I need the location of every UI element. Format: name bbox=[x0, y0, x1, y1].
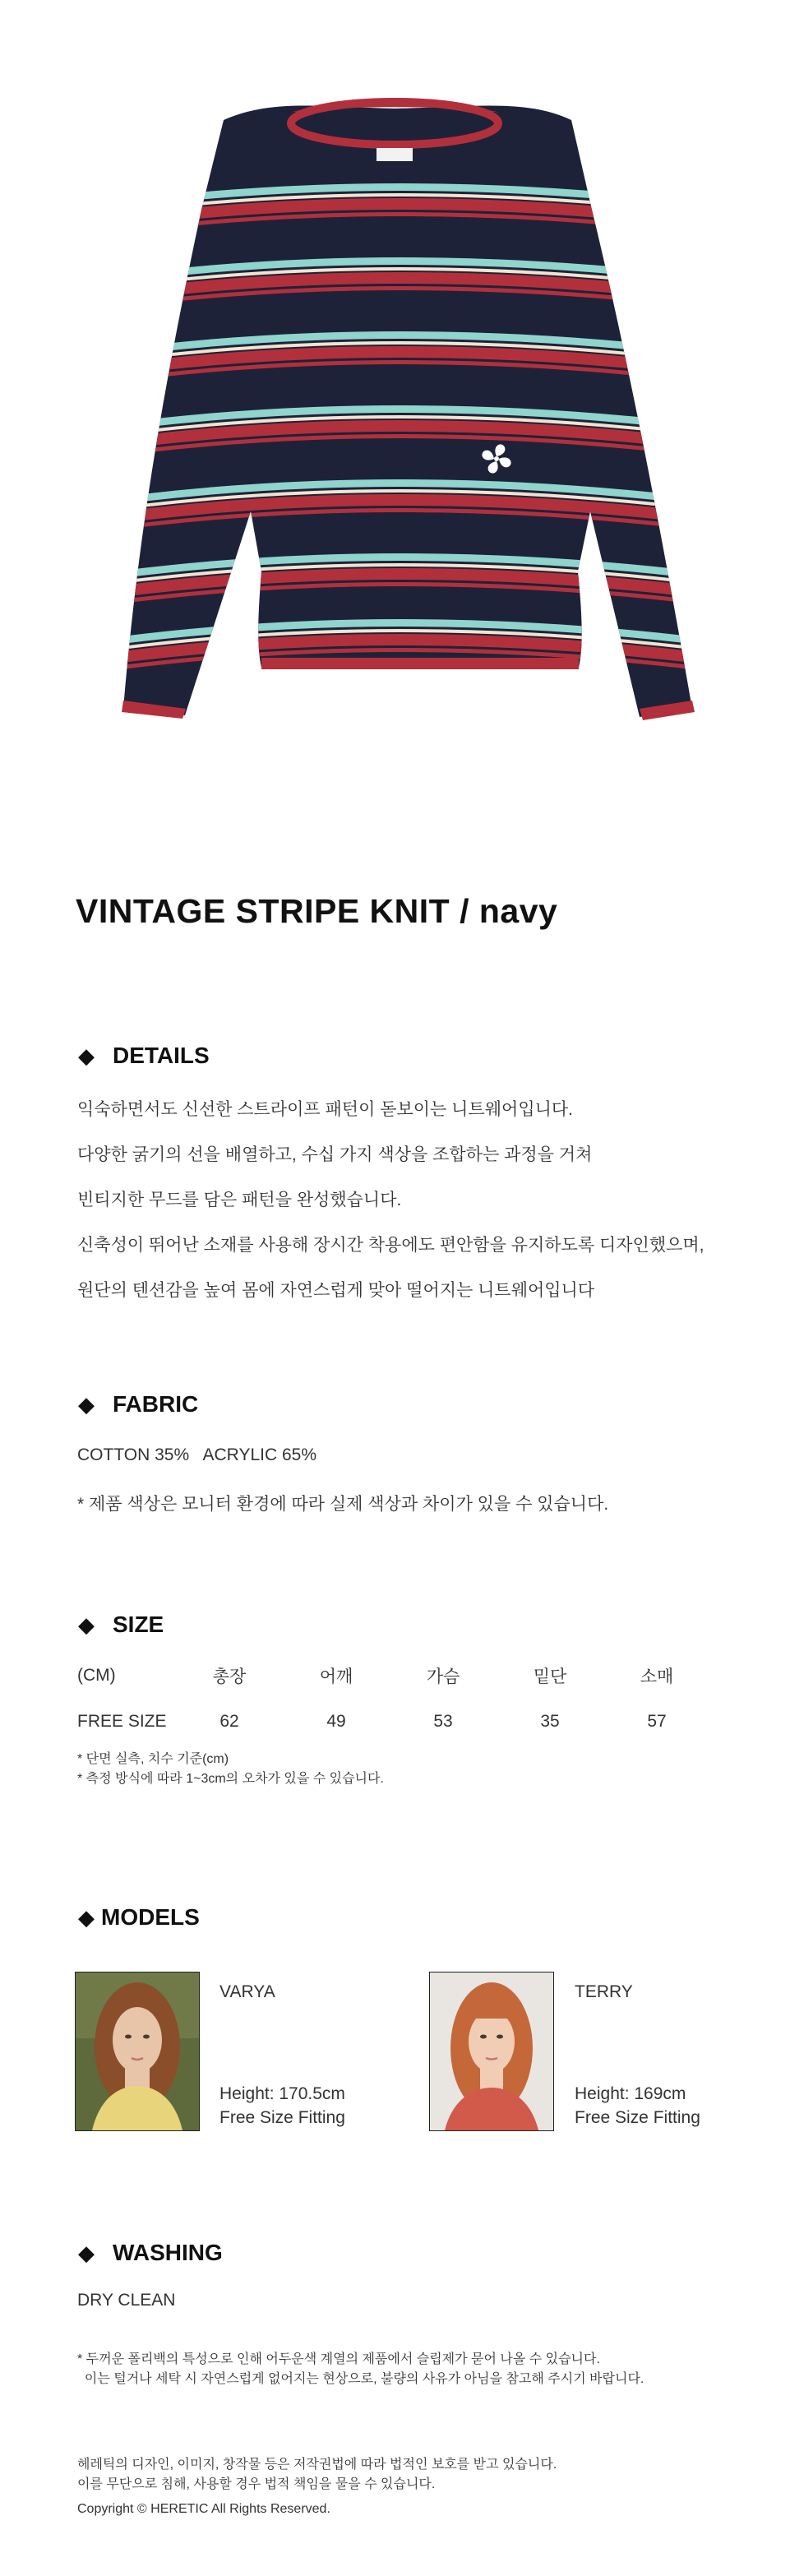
fabric-heading bbox=[78, 1391, 198, 1417]
details-line: 다양한 굵기의 선을 배열하고, 수십 가지 색상을 조합하는 과정을 거쳐 bbox=[77, 1145, 593, 1164]
model-photo-terry bbox=[429, 1972, 554, 2131]
size-header-cell: 총장 bbox=[212, 1667, 247, 1686]
details-line: 익숙하면서도 신선한 스트라이프 패턴이 돋보이는 니트웨어입니다. bbox=[77, 1100, 574, 1119]
size-header-cell: (CM) bbox=[77, 1666, 116, 1685]
details-line: 신축성이 뛰어난 소재를 사용해 장시간 착용에도 편안함을 유지하도록 디자인했으며, bbox=[77, 1236, 705, 1255]
details-heading bbox=[78, 1043, 210, 1069]
diamond-bullet-icon: ◆ bbox=[78, 1612, 95, 1637]
model-height: Height: 170.5cm bbox=[219, 2084, 345, 2103]
fabric-composition: COTTON 35% ACRYLIC 65% bbox=[77, 1445, 316, 1464]
model-name: TERRY bbox=[575, 1982, 633, 2001]
diamond-bullet-icon: ◆ bbox=[78, 1043, 95, 1068]
size-cell: 62 bbox=[219, 1712, 239, 1731]
size-cell: FREE SIZE bbox=[77, 1712, 167, 1731]
washing-note: * 두꺼운 폴리백의 특성으로 인해 어두운색 계열의 제품에서 슬립제가 묻어 나올 수 있습니다. bbox=[77, 2352, 600, 2366]
details-line: 빈티지한 무드를 담은 패턴을 완성했습니다. bbox=[77, 1191, 402, 1209]
product-title: VINTAGE STRIPE KNIT / navy bbox=[76, 892, 558, 930]
size-table-row bbox=[77, 1699, 710, 1745]
model-height: Height: 169cm bbox=[575, 2084, 686, 2103]
size-header-cell: 가슴 bbox=[426, 1667, 460, 1686]
copyright-notice: 헤레틱의 디자인, 이미지, 창작물 등은 저작권법에 따라 법적인 보호를 받고 있습니다. bbox=[77, 2458, 557, 2472]
model-photo-varya bbox=[75, 1972, 200, 2131]
fabric-color-note: * 제품 색상은 모니터 환경에 따라 실제 색상과 차이가 있을 수 있습니다. bbox=[77, 1495, 609, 1514]
product-image bbox=[0, 0, 790, 822]
size-cell: 49 bbox=[326, 1712, 346, 1731]
model-fit: Free Size Fitting bbox=[575, 2108, 700, 2127]
model-fit: Free Size Fitting bbox=[219, 2108, 345, 2127]
size-header-cell: 어깨 bbox=[319, 1667, 353, 1686]
size-cell: 53 bbox=[433, 1712, 453, 1731]
models-heading-label: MODELS bbox=[101, 1904, 200, 1930]
size-note: * 단면 실측, 치수 기준(cm) bbox=[77, 1752, 229, 1766]
size-cell: 57 bbox=[647, 1712, 667, 1731]
washing-heading-label: WASHING bbox=[113, 2240, 223, 2265]
diamond-bullet-icon: ◆ bbox=[78, 1391, 95, 1417]
fabric-heading-label: FABRIC bbox=[113, 1391, 199, 1417]
brand-label-tag bbox=[377, 148, 413, 161]
washing-heading bbox=[78, 2240, 223, 2266]
copyright-line: Copyright © HERETIC All Rights Reserved. bbox=[77, 2502, 330, 2516]
models-heading bbox=[78, 1904, 200, 1931]
details-line: 원단의 텐션감을 높여 몸에 자연스럽게 맞아 떨어지는 니트웨어입니다 bbox=[77, 1281, 595, 1300]
size-cell: 35 bbox=[540, 1712, 560, 1731]
diamond-bullet-icon: ◆ bbox=[78, 1904, 95, 1930]
sweater-illustration bbox=[0, 0, 790, 822]
size-heading bbox=[78, 1612, 164, 1638]
size-note: * 측정 방식에 따라 1~3cm의 오차가 있을 수 있습니다. bbox=[77, 1772, 384, 1786]
size-table bbox=[77, 1653, 710, 1745]
size-table-header-row bbox=[77, 1653, 710, 1699]
washing-method: DRY CLEAN bbox=[77, 2291, 176, 2310]
washing-note: 이는 털거나 세탁 시 자연스럽게 없어지는 현상으로, 불량의 사유가 아님을 참고해 주시기 바랍니다. bbox=[77, 2372, 644, 2386]
size-header-cell: 밑단 bbox=[533, 1667, 567, 1686]
details-heading-label: DETAILS bbox=[113, 1043, 210, 1068]
copyright-notice: 이를 무단으로 침해, 사용할 경우 법적 책임을 물을 수 있습니다. bbox=[77, 2477, 436, 2491]
model-name: VARYA bbox=[219, 1982, 275, 2001]
size-heading-label: SIZE bbox=[113, 1612, 164, 1637]
size-header-cell: 소매 bbox=[640, 1667, 674, 1686]
diamond-bullet-icon: ◆ bbox=[78, 2240, 95, 2265]
